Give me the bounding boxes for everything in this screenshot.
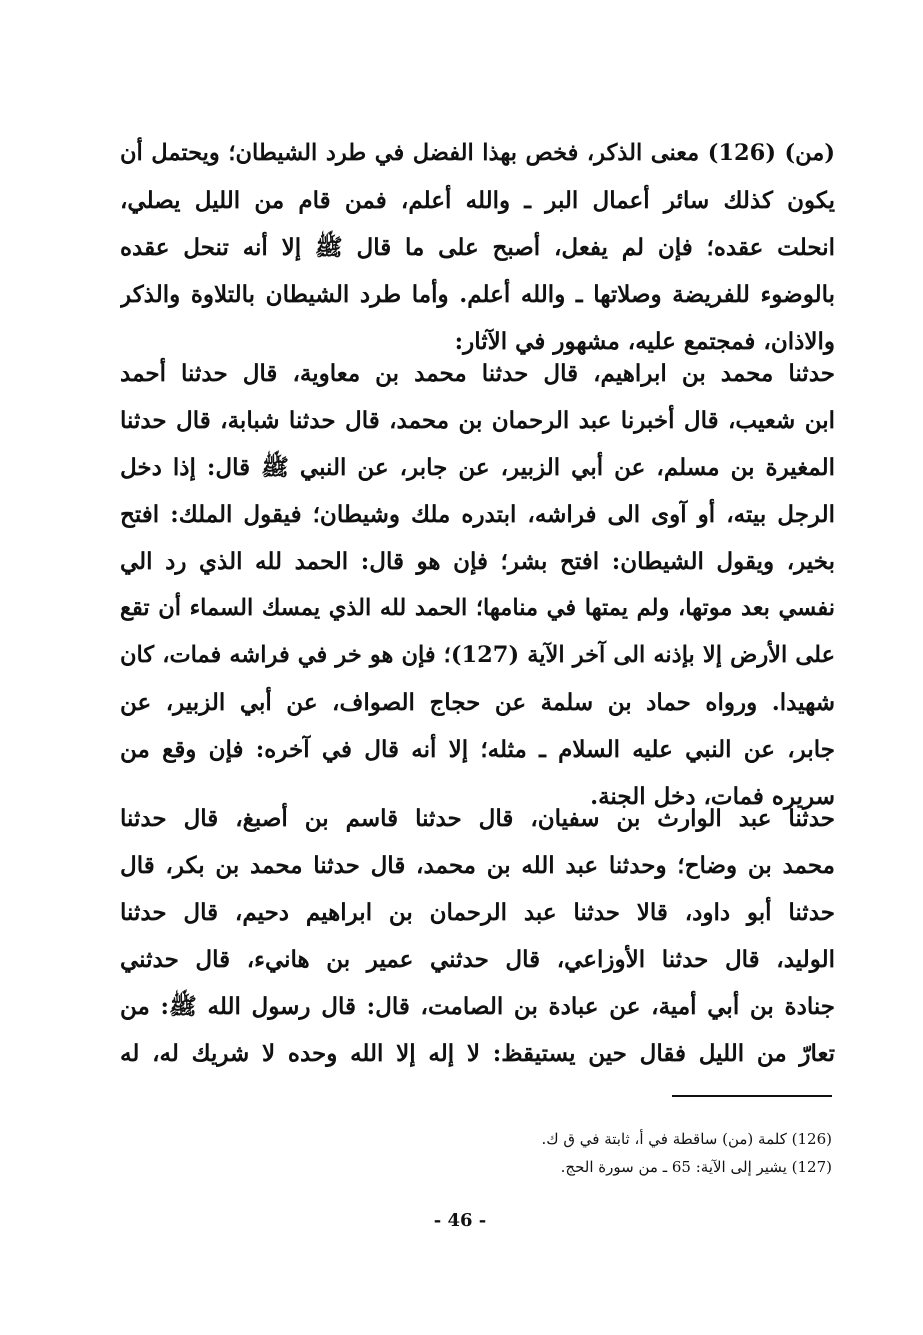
text-line: والاذان، فمجتمع عليه، مشهور في الآثار: [454,328,835,355]
text-line: سريره فمات، دخل الجنة. [590,783,835,810]
text-line: نفسي بعد موتها، ولم يمتها في منامها؛ الحمد لله الذي يمسك السماء أن تقع [120,595,835,621]
page-number: - 46 - [433,1210,487,1231]
footnotes [400,1125,832,1181]
text-line: محمد بن وضاح؛ وحدثنا عبد الله بن محمد، قال حدثنا محمد بن بكر، قال [120,852,835,879]
text-line: الوليد، قال حدثنا الأوزاعي، قال حدثني عمير بن هانيء، قال حدثني [120,946,835,973]
text-line: يكون كذلك سائر أعمال البر ـ والله أعلم، فمن قام من الليل يصلي، [120,187,835,214]
text-line: (من) (126) معنى الذكر، فخص بهذا الفضل في طرد الشيطان؛ ويحتمل أن [120,140,835,166]
footnote-separator [672,1095,832,1097]
text-line: جابر، عن النبي عليه السلام ـ مثله؛ إلا أنه قال في آخره: فإن وقع من [120,736,835,763]
text-line: جنادة بن أبي أمية، عن عبادة بن الصامت، قال: قال رسول الله ﷺ: من [120,993,835,1020]
text-line: بالوضوء للفريضة وصلاتها ـ والله أعلم. وأما طرد الشيطان بالتلاوة والذكر [120,281,835,308]
text-line: على الأرض إلا بإذنه الى آخر الآية (127)؛ فإن هو خر في فراشه فمات، كان [120,642,835,668]
footnote-126: (126) كلمة (من) ساقطة في أ، ثابتة في ق ك. [541,1130,832,1148]
text-line: ابن شعيب، قال أخبرنا عبد الرحمان بن محمد، قال حدثنا شبابة، قال حدثنا [120,407,835,434]
text-line: حدثنا أبو داود، قالا حدثنا عبد الرحمان بن ابراهيم دحيم، قال حدثنا [120,899,835,926]
text-line: بخير، ويقول الشيطان: افتح بشر؛ فإن هو قال: الحمد لله الذي رد الي [120,548,835,575]
paragraph-2 [120,350,835,820]
text-line: تعارّ من الليل فقال حين يستيقظ: لا إله إلا الله وحده لا شريك له، له [120,1040,835,1067]
footnote-127: (127) يشير إلى الآية: 65 ـ من سورة الحج. [560,1158,832,1176]
text-line: المغيرة بن مسلم، عن أبي الزبير، عن جابر، عن النبي ﷺ قال: إذا دخل [120,454,835,481]
paragraph-1 [120,130,835,365]
text-line: الرجل بيته، أو آوى الى فراشه، ابتدره ملك وشيطان؛ فيقول الملك: افتح [120,501,835,528]
text-line: شهيدا. ورواه حماد بن سلمة عن حجاج الصواف، عن أبي الزبير، عن [120,689,835,716]
text-line: انحلت عقده؛ فإن لم يفعل، أصبح على ما قال ﷺ إلا أنه تنحل عقده [120,234,835,261]
text-line: حدثنا عبد الوارث بن سفيان، قال حدثنا قاسم بن أصبغ، قال حدثنا [120,805,835,832]
paragraph-3 [120,795,835,1077]
text-line: حدثنا محمد بن ابراهيم، قال حدثنا محمد بن معاوية، قال حدثنا أحمد [120,360,835,387]
